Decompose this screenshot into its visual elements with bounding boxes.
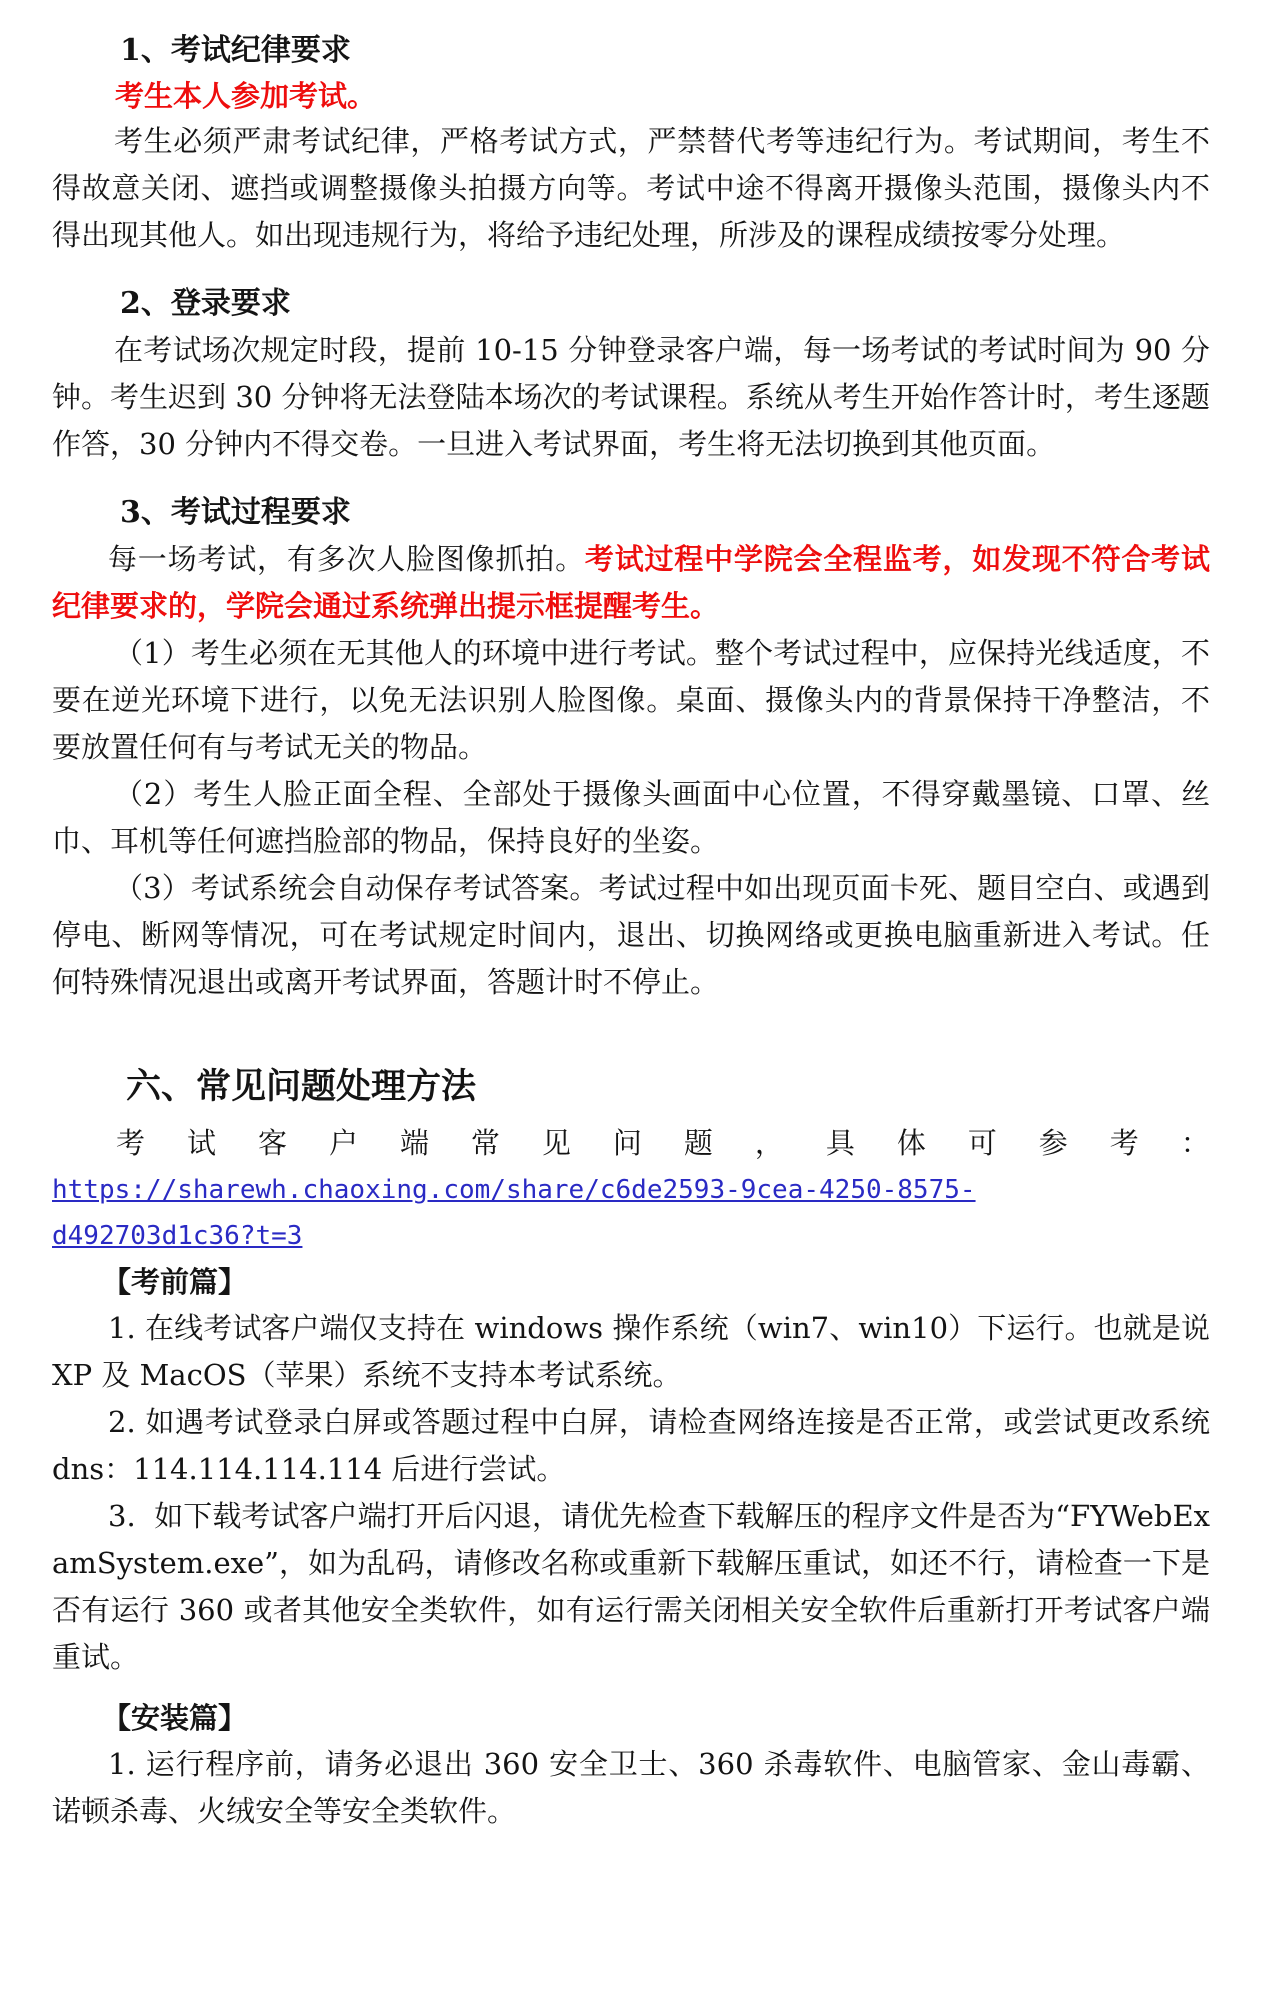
section-3-item-3: （3）考试系统会自动保存考试答案。考试过程中如出现页面卡死、题目空白、或遇到停电、断网等情况，可在考试规定时间内，退出、切换网络或更换电脑重新进入考试。任何特殊情况退出或离开考试界面，答题计时不停止。 <box>52 871 1210 999</box>
section-1-heading: 1、考试纪律要求 <box>120 33 351 68</box>
section-3-item-2: （2）考生人脸正面全程、全部处于摄像头画面中心位置，不得穿戴墨镜、口罩、丝巾、耳机等任何遮挡脸部的物品，保持良好的坐姿。 <box>52 777 1210 858</box>
reference-char: 具 <box>825 1126 855 1160</box>
section-1-body: 考生必须严肃考试纪律，严格考试方式，严禁替代考等违纪行为。考试期间，考生不得故意关闭、遮挡或调整摄像头拍摄方向等。考试中途不得离开摄像头范围，摄像头内不得出现其他人。如出现违规行为，将给予违纪处理，所涉及的课程成绩按零分处理。 <box>52 124 1210 252</box>
faq-link-line-2[interactable]: d492703d1c36?t=3 <box>52 1221 303 1251</box>
section-1-highlight: 考生本人参加考试。 <box>115 79 377 113</box>
reference-char: 题 <box>683 1126 713 1160</box>
section-3-intro <box>52 536 1210 630</box>
reference-line <box>52 1120 1210 1167</box>
section-3-intro-plain: 每一场考试，有多次人脸图像抓拍。 <box>108 542 585 576</box>
reference-char: 试 <box>186 1126 216 1160</box>
faq-link-line-1[interactable]: https://sharewh.chaoxing.com/share/c6de2593-9cea-4250-8575- <box>52 1175 976 1205</box>
section-2-heading: 2、登录要求 <box>120 286 291 321</box>
reference-char: 户 <box>328 1126 358 1160</box>
reference-char: 客 <box>257 1126 287 1160</box>
document-page <box>52 28 1220 1835</box>
faq-link[interactable] <box>52 1167 1210 1259</box>
reference-char: 端 <box>399 1126 429 1160</box>
reference-char: 可 <box>967 1126 997 1160</box>
reference-char: 体 <box>896 1126 926 1160</box>
section-6-title: 六、常见问题处理方法 <box>126 1066 477 1107</box>
install-heading: 【安装篇】 <box>102 1701 248 1735</box>
section-3-heading: 3、考试过程要求 <box>120 495 351 530</box>
reference-char: 见 <box>541 1126 571 1160</box>
section-2-body: 在考试场次规定时段，提前 10-15 分钟登录客户端，每一场考试的考试时间为 90 分钟。考生迟到 30 分钟将无法登陆本场次的考试课程。系统从考生开始作答计时，考生逐题作答，30 分钟内不得交卷。一旦进入考试界面，考生将无法切换到其他页面。 <box>52 333 1210 461</box>
pre-exam-heading: 【考前篇】 <box>102 1265 248 1299</box>
pre-exam-item-1: 1. 在线考试客户端仅支持在 windows 操作系统（win7、win10）下运行。也就是说 XP 及 MacOS（苹果）系统不支持本考试系统。 <box>52 1311 1220 1392</box>
reference-char: 考 <box>116 1126 146 1160</box>
reference-char: 参 <box>1038 1126 1068 1160</box>
section-3-item-1: （1）考生必须在无其他人的环境中进行考试。整个考试过程中，应保持光线适度，不要在逆光环境下进行，以免无法识别人脸图像。桌面、摄像头内的背景保持干净整洁，不要放置任何有与考试无关的物品。 <box>52 636 1210 764</box>
reference-char: 常 <box>470 1126 500 1160</box>
section-3-intro-red: 考试过程中学院会全程监考，如发现不符合考试纪律要求的，学院会通过系统弹出提示框提醒考生。 <box>52 542 1210 623</box>
reference-char: 问 <box>612 1126 642 1160</box>
reference-char: ： <box>1180 1126 1210 1160</box>
reference-char: ， <box>754 1126 784 1160</box>
reference-char: 考 <box>1109 1126 1139 1160</box>
install-item-1: 1. 运行程序前，请务必退出 360 安全卫士、360 杀毒软件、电脑管家、金山毒霸、诺顿杀毒、火绒安全等安全类软件。 <box>52 1747 1210 1828</box>
pre-exam-item-3: 3. 如下载考试客户端打开后闪退，请优先检查下载解压的程序文件是否为“FYWebExamSystem.exe”，如为乱码，请修改名称或重新下载解压重试，如还不行，请检查一下是否有运行 360 或者其他安全类软件，如有运行需关闭相关安全软件后重新打开考试客户端重试。 <box>52 1499 1210 1674</box>
pre-exam-item-2: 2. 如遇考试登录白屏或答题过程中白屏，请检查网络连接是否正常，或尝试更改系统 dns：114.114.114.114 后进行尝试。 <box>52 1405 1220 1486</box>
